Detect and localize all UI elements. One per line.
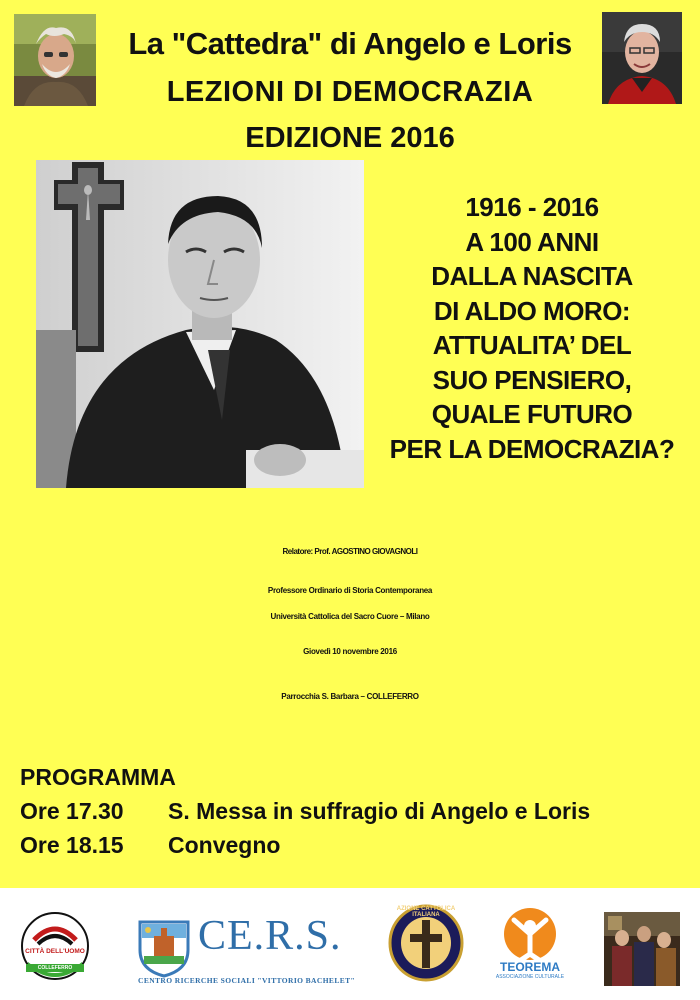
- azione-cattolica-text: AZIONE CATTOLICA ITALIANA: [396, 906, 456, 918]
- teorema-logo: [494, 906, 566, 986]
- header-title-cattedra: La "Cattedra" di Angelo e Loris: [128, 26, 572, 61]
- topic-line: 1916 - 2016: [465, 192, 599, 222]
- speaker-university: Università Cattolica del Sacro Cuore – Milano: [270, 612, 430, 621]
- programma-time: Ore 18.15: [20, 832, 124, 858]
- topic-line: ATTUALITA’ DEL: [432, 330, 632, 360]
- programma-item: [20, 798, 590, 825]
- painting-thumbnail: [604, 912, 680, 986]
- programma-desc: Convegno: [168, 832, 281, 858]
- header-title-lezioni: LEZIONI DI DEMOCRAZIA: [166, 76, 534, 108]
- portrait-angelo: [14, 14, 96, 106]
- topic-line: A 100 ANNI: [465, 226, 599, 257]
- programma-item: [20, 832, 280, 859]
- topic-line: SUO PENSIERO,: [432, 364, 632, 395]
- citta-dell-uomo-subtext: COLLEFERRO: [37, 965, 73, 971]
- cers-logo: [136, 913, 356, 986]
- programma-desc: S. Messa in suffragio di Angelo e Loris: [168, 798, 591, 824]
- topic-line: DALLA NASCITA: [431, 261, 633, 291]
- speaker-name: Relatore: Prof. AGOSTINO GIOVAGNOLI: [282, 547, 418, 556]
- speaker-role: Professore Ordinario di Storia Contemporanea: [267, 586, 433, 595]
- topic-line: PER LA DEMOCRAZIA?: [389, 433, 675, 464]
- cers-title: CE.R.S.: [198, 913, 342, 959]
- teorema-subtitle: ASSOCIAZIONE CULTURALE: [495, 974, 565, 980]
- citta-dell-uomo-text: CITTÀ DELL'UOMO: [25, 948, 85, 955]
- teorema-title: TEOREMA: [500, 960, 560, 974]
- event-date: Giovedì 10 novembre 2016: [303, 647, 397, 656]
- topic-line: QUALE FUTURO: [431, 399, 633, 429]
- header-title-edizione: EDIZIONE 2016: [245, 122, 455, 154]
- topic-title-block: [376, 190, 688, 466]
- topic-line: DI ALDO MORO:: [433, 295, 631, 326]
- programma-time: Ore 17.30: [20, 798, 124, 824]
- aldo-moro-photo: [36, 160, 364, 488]
- portrait-loris: [602, 12, 682, 104]
- azione-cattolica-logo: [388, 904, 464, 982]
- cers-subtitle: CENTRO RICERCHE SOCIALI "VITTORIO BACHELET": [138, 976, 356, 985]
- event-place: Parrocchia S. Barbara – COLLEFERRO: [281, 692, 419, 701]
- sponsor-footer: [0, 888, 700, 1000]
- citta-dell-uomo-logo: [20, 910, 90, 982]
- programma-heading: PROGRAMMA: [20, 764, 176, 790]
